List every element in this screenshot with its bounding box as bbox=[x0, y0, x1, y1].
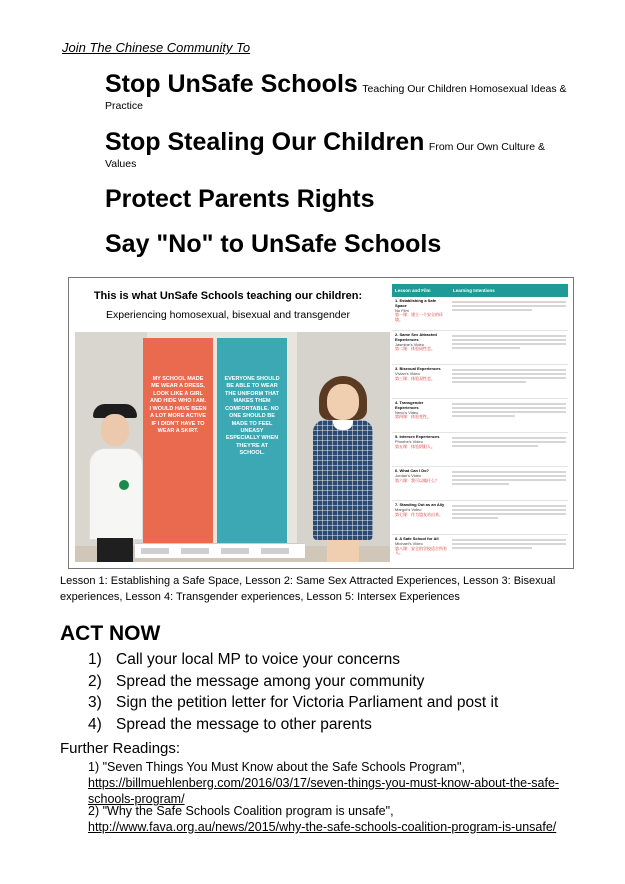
lesson-title: 7. Standing Out as an Ally bbox=[395, 502, 445, 507]
lesson-title: 1. Establishing a Safe Space bbox=[395, 298, 437, 308]
lesson-chinese: 第五课：体验阴阳人。 bbox=[395, 443, 435, 449]
col-lesson-and-film: Lesson and Film bbox=[395, 287, 431, 293]
list-item bbox=[88, 692, 498, 714]
table-row bbox=[392, 365, 568, 399]
table-row bbox=[392, 331, 568, 365]
list-item bbox=[88, 649, 498, 671]
student-right bbox=[313, 376, 373, 562]
lesson-chinese: 第七课：作为盟友站出来。 bbox=[395, 511, 443, 517]
panel-title: This is what UnSafe Schools teaching our children: bbox=[93, 290, 363, 302]
poster-right-text: EVERYONE SHOULD BE ABLE TO WEAR THE UNIFORM THAT MAKES THEM COMFORTABLE. NO ONE SHOULD BE MADE TO FEEL UNEASY ESPECIALLY WHEN THEY'RE AT SCHOOL. bbox=[224, 376, 280, 457]
lesson-title: 2. Same Sex Attracted Experiences bbox=[395, 332, 437, 342]
headline-main: Stop UnSafe Schools bbox=[105, 70, 358, 98]
reference-1 bbox=[88, 759, 588, 807]
lesson-chinese: 第四课：体验变性。 bbox=[395, 414, 431, 420]
table-row bbox=[392, 501, 568, 535]
col-learning-intentions: Learning Intentions bbox=[453, 287, 495, 293]
poster-left-text: MY SCHOOL MADE ME WEAR A DRESS, LOOK LIKE A GIRL AND HIDE WHO I AM. I WOULD HAVE BEEN A LOT MORE ACTIVE IF I DIDN'T HAVE TO WEAR A SKIRT. bbox=[149, 376, 207, 434]
evidence-panel bbox=[68, 277, 574, 569]
lesson-video: Margot's Video bbox=[395, 506, 422, 512]
lesson-video: Nevo's Video bbox=[395, 409, 419, 415]
intentions-placeholder bbox=[450, 331, 568, 364]
shirt bbox=[89, 448, 143, 540]
intentions-placeholder bbox=[450, 467, 568, 500]
lesson-chinese: 第二课：体验同性恋。 bbox=[395, 346, 435, 352]
headline-sub: From Our Own Culture & Values bbox=[105, 141, 546, 170]
table-row bbox=[392, 399, 568, 433]
lesson-video: Jordan's Video bbox=[395, 472, 422, 478]
table-row bbox=[392, 467, 568, 501]
reference-2 bbox=[88, 803, 588, 835]
further-readings-heading: Further Readings: bbox=[60, 740, 181, 757]
item-number: 3) bbox=[88, 694, 102, 711]
lesson-chinese: 第六课：我可以做什么？ bbox=[395, 477, 439, 483]
student-left bbox=[89, 332, 145, 562]
table-row bbox=[392, 297, 568, 331]
reference-link[interactable]: http://www.fava.org.au/news/2015/why-the-safe-schools-coalition-program-is-unsafe/ bbox=[88, 820, 557, 834]
table-row bbox=[392, 535, 568, 569]
lesson-video: Michael's Video bbox=[395, 540, 423, 546]
list-item bbox=[88, 714, 498, 736]
item-text: Call your local MP to voice your concerns bbox=[116, 651, 401, 668]
headline-say-no bbox=[105, 232, 575, 257]
panel-subtitle: Experiencing homosexual, bisexual and transgender bbox=[106, 309, 350, 321]
lesson-title: 6. What Can I Do? bbox=[395, 468, 429, 473]
lesson-summary: Lesson 1: Establishing a Safe Space, Lesson 2: Same Sex Attracted Experiences, Lesson 3: Bisexual experiences, Lesson 4: Transgender experiences, Lesson 5: Intersex Experiences bbox=[60, 575, 556, 603]
item-number: 4) bbox=[88, 715, 102, 733]
intentions-placeholder bbox=[450, 433, 568, 466]
headline-stop-stealing bbox=[105, 130, 575, 171]
lesson-video: Phoebe's Video bbox=[395, 438, 423, 444]
pants bbox=[97, 538, 133, 562]
intro-line: Join The Chinese Community To bbox=[62, 40, 251, 55]
lesson-title: 4. Transgender Experiences bbox=[395, 400, 424, 410]
lesson-title: 3. Bisexual Experiences bbox=[395, 366, 441, 371]
intentions-placeholder bbox=[450, 399, 568, 432]
lesson-chinese: 第八课：安全的学校适合所有人。 bbox=[395, 545, 447, 556]
item-text: Spread the message to other parents bbox=[116, 715, 372, 733]
poster-logo-strip bbox=[135, 543, 305, 558]
lesson-title: 5. Intersex Experiences bbox=[395, 434, 440, 439]
table-row bbox=[392, 433, 568, 467]
lesson-video: Vivian's Video bbox=[395, 370, 420, 376]
headline-sub: Teaching Our Children Homosexual Ideas & Practice bbox=[105, 83, 567, 112]
item-text: Sign the petition letter for Victoria Parliament and post it bbox=[116, 694, 499, 711]
legs bbox=[327, 540, 359, 562]
headline-main: Protect Parents Rights bbox=[105, 185, 375, 213]
face bbox=[327, 384, 359, 420]
lesson-table-header bbox=[392, 284, 568, 297]
lesson-title: 8. A Safe School for All bbox=[395, 536, 439, 541]
intentions-placeholder bbox=[450, 297, 568, 330]
headline-main: Stop Stealing Our Children bbox=[105, 128, 425, 156]
item-number: 1) bbox=[88, 651, 102, 668]
reference-title: 1) "Seven Things You Must Know about the Safe Schools Program", bbox=[88, 760, 465, 774]
lesson-video: No Film bbox=[395, 307, 409, 313]
lesson-chinese: 第一课：建立一个安全的环境。 bbox=[395, 312, 443, 323]
poster-right bbox=[217, 338, 287, 562]
intentions-placeholder bbox=[450, 535, 568, 568]
lesson-video: Jasmine's Video bbox=[395, 341, 424, 347]
reference-link[interactable]: https://billmuehlenberg.com/2016/03/17/seven-things-you-must-know-about-the-safe-schools-program/ bbox=[88, 776, 560, 806]
intentions-placeholder bbox=[450, 501, 568, 534]
intentions-placeholder bbox=[450, 365, 568, 398]
headline-main: Say "No" to UnSafe Schools bbox=[105, 230, 442, 258]
act-now-list bbox=[88, 649, 498, 735]
students-photo bbox=[75, 332, 390, 562]
act-now-heading: ACT NOW bbox=[60, 622, 161, 645]
headline-stop-unsafe-schools bbox=[105, 72, 575, 113]
list-item bbox=[88, 671, 498, 693]
face bbox=[101, 414, 129, 446]
poster-left bbox=[143, 338, 213, 562]
badge-icon bbox=[119, 480, 129, 490]
lesson-chinese: 第三课：体验双性恋。 bbox=[395, 375, 435, 381]
reference-title: 2) "Why the Safe Schools Coalition program is unsafe", bbox=[88, 804, 394, 818]
headline-protect-parents bbox=[105, 187, 575, 212]
item-number: 2) bbox=[88, 672, 102, 690]
checked-dress bbox=[313, 420, 373, 540]
item-text: Spread the message among your community bbox=[116, 672, 425, 690]
lesson-table bbox=[392, 284, 568, 564]
